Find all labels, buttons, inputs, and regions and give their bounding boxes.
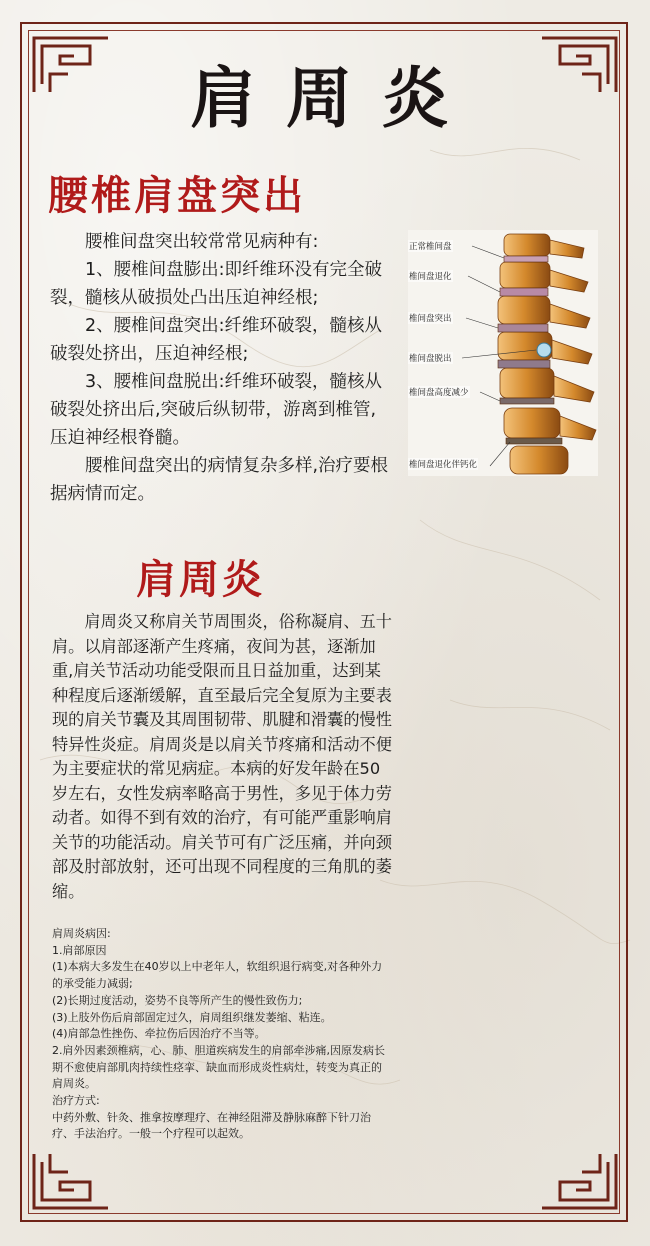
- section-body-lumbar-disc: [50, 228, 390, 508]
- note-line: 肩周炎病因:: [52, 927, 111, 940]
- note-line: 中药外敷、针灸、推拿按摩理疗、在神经阻滞及静脉麻醉下针刀治疗、手法治疗。一般一个疗程可以起效。: [52, 1110, 371, 1141]
- note-line: 治疗方式:: [52, 1094, 100, 1108]
- section-heading-frozen-shoulder: 肩周炎: [136, 556, 265, 603]
- note-line: 1.肩部原因: [52, 943, 107, 957]
- note-line: (3)上肢外伤后肩部固定过久，肩周组织继发萎缩、粘连。: [52, 1010, 332, 1024]
- section-heading-lumbar-disc: 腰椎肩盘突出: [48, 172, 306, 219]
- note-line: (2)长期过度活动，姿势不良等所产生的慢性致伤力;: [52, 993, 303, 1007]
- spine-label: 椎间盘突出: [409, 314, 452, 324]
- spine-label: 椎间盘脱出: [409, 354, 452, 364]
- note-line: 2.肩外因素颈椎病，心、肺、胆道疾病发生的肩部牵涉痛,因原发病长期不愈使肩部肌肉持续性痉挛、缺血而形成炎性病灶，转变为真正的肩周炎。: [52, 1043, 385, 1091]
- paragraph: 腰椎间盘突出的病情复杂多样,治疗要根据病情而定。: [50, 456, 389, 504]
- section-body-frozen-shoulder: [52, 610, 392, 904]
- corner-ornament-bottom-right: [538, 1150, 620, 1212]
- paragraph: 3、腰椎间盘脱出:纤维环破裂，髓核从破裂处挤出后,突破后纵韧带，游离到椎管,压迫神经根脊髓。: [50, 372, 383, 448]
- causes-and-treatment-notes: [52, 926, 392, 1143]
- paragraph: 肩周炎又称肩关节周围炎，俗称凝肩、五十肩。以肩部逐渐产生疼痛，夜间为甚，逐渐加重,肩关节活动功能受限而且日益加重，达到某种程度后逐渐缓解，直至最后完全复原为主要表现的肩关节囊及其周围韧带、肌腱和滑囊的慢性特异性炎症。肩周炎是以肩关节疼痛和活动不便为主要症状的常见病症。本病的好发年龄在50岁左右，女性发病率略高于男性，多见于体力劳动者。如得不到有效的治疗，有可能严重影响肩关节的功能活动。肩关节可有广泛压痛，并向颈部及肘部放射，还可出现不同程度的三角肌的萎缩。: [52, 612, 392, 901]
- spine-label: 正常椎间盘: [409, 242, 452, 252]
- spine-label: 椎间盘退化伴钙化: [409, 460, 478, 470]
- note-line: (1)本病大多发生在40岁以上中老年人，软组织退行病变,对各种外力的承受能力减弱;: [52, 960, 383, 991]
- corner-ornament-bottom-left: [30, 1150, 112, 1212]
- note-line: (4)肩部急性挫伤、牵拉伤后因治疗不当等。: [52, 1027, 266, 1041]
- paragraph: 1、腰椎间盘膨出:即纤维环没有完全破裂，髓核从破损处凸出压迫神经根;: [50, 260, 383, 308]
- paragraph: 腰椎间盘突出较常常见病种有:: [85, 232, 319, 252]
- spine-label: 椎间盘退化: [409, 272, 452, 282]
- spine-label: 椎间盘高度减少: [409, 388, 469, 398]
- page-title: 肩周炎: [190, 59, 478, 137]
- paragraph: 2、腰椎间盘突出:纤维环破裂，髓核从破裂处挤出，压迫神经根;: [50, 316, 383, 364]
- spine-illustration: [408, 230, 598, 476]
